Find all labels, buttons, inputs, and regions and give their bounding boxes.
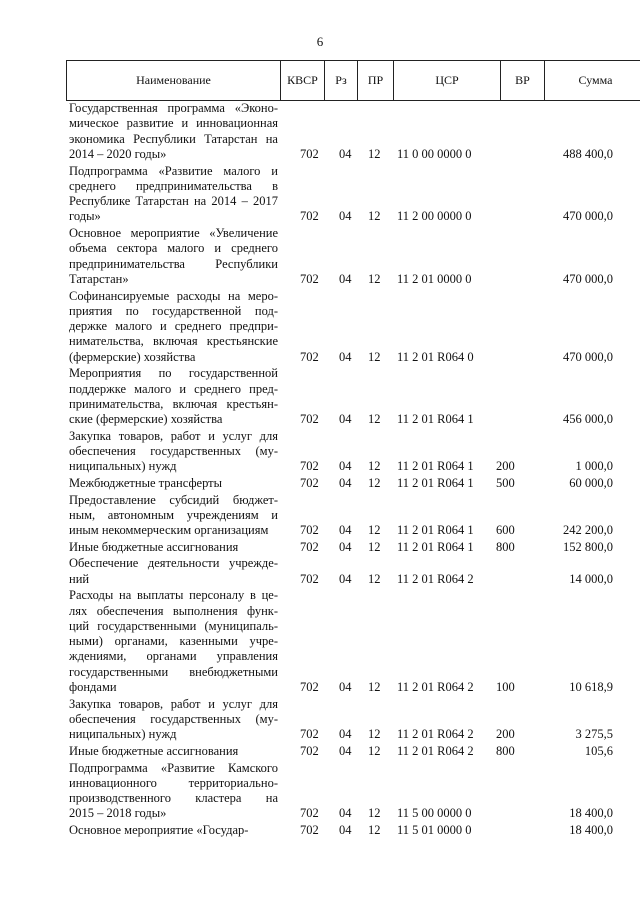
row-name-line: Предоставление субсидий бюджет-: [69, 492, 278, 507]
cell-kvsr: 702: [300, 476, 319, 490]
cell-sum: 14 000,0: [569, 571, 613, 586]
cell-kvsr: 702: [300, 743, 319, 758]
row-name-line: Обеспечение деятельности учрежде-: [69, 556, 278, 571]
cell-csr: 11 2 01 R064 1: [397, 539, 474, 554]
row-name: [69, 476, 278, 491]
row-name-line: Закупка товаров, работ и услуг для: [69, 428, 278, 443]
table-row: [0, 226, 640, 287]
table-row: [0, 697, 640, 743]
row-name: [69, 226, 278, 287]
cell-csr: 11 2 00 0000 0: [397, 209, 472, 224]
row-name: [69, 101, 278, 162]
row-name-line: государственными внебюджетными: [69, 664, 278, 679]
table-row: [0, 588, 640, 695]
header-vr: ВР: [501, 61, 545, 100]
row-name-line: Основное мероприятие «Государ-: [69, 823, 249, 837]
cell-sum: 488 400,0: [563, 146, 613, 161]
table-row: [0, 164, 640, 225]
cell-pr: 12: [368, 539, 381, 554]
cell-sum: 152 800,0: [563, 539, 613, 554]
cell-csr: 11 2 01 R064 1: [397, 459, 474, 474]
header-name: Наименование: [67, 61, 281, 100]
row-name-line: Межбюджетные трансферты: [69, 476, 223, 490]
cell-sum: 1 000,0: [575, 459, 613, 474]
header-csr: ЦСР: [394, 61, 501, 100]
cell-pr: 12: [368, 523, 381, 538]
table-row: [0, 366, 640, 427]
cell-sum: 470 000,0: [563, 349, 613, 364]
row-name-line: принимательства, включая крестьян-: [69, 396, 278, 411]
row-name-line: нимательства, включая крестьянские: [69, 334, 278, 349]
row-name: [69, 289, 278, 365]
row-name-line: ний: [69, 571, 90, 586]
row-name: [69, 588, 278, 695]
cell-pr: 12: [368, 806, 381, 821]
cell-pr: 12: [368, 476, 381, 490]
row-name-line: Софинансируемые расходы на меро-: [69, 288, 278, 303]
cell-sum: 10 618,9: [569, 680, 613, 695]
cell-pr: 12: [368, 349, 381, 364]
row-name: [69, 697, 278, 743]
row-name-line: Расходы на выплаты персоналу в це-: [69, 588, 278, 603]
cell-csr: 11 2 01 R064 1: [397, 523, 474, 538]
cell-rz: 04: [339, 146, 352, 161]
table-row: [0, 823, 640, 838]
cell-sum: 105,6: [584, 743, 613, 758]
row-name-line: мическое развитие и инновационная: [69, 116, 278, 131]
cell-rz: 04: [339, 476, 352, 490]
cell-rz: 04: [339, 539, 352, 554]
cell-sum: 3 275,5: [575, 727, 613, 742]
table-row: [0, 101, 640, 162]
row-name-line: Закупка товаров, работ и услуг для: [69, 696, 278, 711]
row-name-line: Подпрограмма «Развитие малого и: [69, 163, 278, 178]
cell-kvsr: 702: [300, 523, 319, 538]
table-row: [0, 744, 640, 759]
cell-pr: 12: [368, 727, 381, 742]
cell-rz: 04: [339, 349, 352, 364]
row-name-line: Подпрограмма «Развитие Камского: [69, 760, 278, 775]
cell-pr: 12: [368, 271, 381, 286]
cell-pr: 12: [368, 459, 381, 474]
table-header: [66, 60, 640, 101]
cell-sum: 470 000,0: [563, 209, 613, 224]
cell-csr: 11 2 01 R064 2: [397, 571, 474, 586]
row-name: [69, 761, 278, 822]
row-name-line: объема сектора малого и среднего: [69, 241, 278, 256]
cell-vr: 500: [496, 476, 515, 490]
row-name-line: предпринимательства Республики: [69, 256, 278, 271]
row-name-line: ными) органами, казенными учре-: [69, 634, 278, 649]
cell-pr: 12: [368, 209, 381, 224]
cell-pr: 12: [368, 571, 381, 586]
cell-rz: 04: [339, 209, 352, 224]
row-name-line: Мероприятия по государственной: [69, 366, 278, 381]
row-name-line: Государственная программа «Эконо-: [69, 101, 278, 115]
cell-csr: 11 2 01 R064 1: [397, 412, 474, 427]
cell-kvsr: 702: [300, 349, 319, 364]
cell-csr: 11 2 01 R064 2: [397, 680, 474, 695]
header-sum: Сумма: [578, 73, 613, 87]
row-name-line: ций государственными (муниципаль-: [69, 618, 278, 633]
row-name-line: обеспечения государственных (му-: [69, 711, 278, 726]
cell-kvsr: 702: [300, 539, 319, 554]
cell-kvsr: 702: [300, 727, 319, 742]
cell-kvsr: 702: [300, 146, 319, 161]
cell-rz: 04: [339, 523, 352, 538]
row-name-line: поддержке малого и среднего пред-: [69, 381, 278, 396]
cell-sum: 470 000,0: [563, 271, 613, 286]
row-name-line: ждениями, органами управления: [69, 649, 278, 664]
cell-rz: 04: [339, 823, 352, 837]
header-rz: Рз: [325, 61, 358, 100]
row-name-line: фондами: [69, 680, 117, 695]
cell-pr: 12: [368, 146, 381, 161]
table-row: [0, 556, 640, 587]
cell-kvsr: 702: [300, 571, 319, 586]
cell-sum: 18 400,0: [569, 806, 613, 821]
row-name: [69, 556, 278, 587]
cell-rz: 04: [339, 743, 352, 758]
cell-csr: 11 2 01 R064 2: [397, 727, 474, 742]
cell-sum: 60 000,0: [569, 476, 613, 490]
cell-csr: 11 2 01 0000 0: [397, 271, 472, 286]
cell-rz: 04: [339, 412, 352, 427]
row-name: [69, 164, 278, 225]
cell-kvsr: 702: [300, 680, 319, 695]
row-name-line: 2015 – 2018 годы»: [69, 806, 167, 821]
table-row: [0, 289, 640, 366]
table-row: [0, 493, 640, 539]
cell-vr: 800: [496, 743, 515, 758]
row-name-line: Основное мероприятие «Увеличение: [69, 226, 278, 240]
row-name-line: иным некоммерческим организациям: [69, 523, 269, 538]
table-row: [0, 761, 640, 822]
row-name-line: ным, автономным учреждениям и: [69, 507, 278, 522]
cell-pr: 12: [368, 412, 381, 427]
row-name-line: обеспечения государственных (му-: [69, 444, 278, 459]
cell-csr: 11 5 01 0000 0: [397, 823, 472, 837]
cell-csr: 11 0 00 0000 0: [397, 146, 472, 161]
cell-csr: 11 2 01 R064 0: [397, 349, 474, 364]
cell-kvsr: 702: [300, 806, 319, 821]
cell-rz: 04: [339, 571, 352, 586]
cell-vr: 200: [496, 727, 515, 742]
row-name: [69, 823, 278, 838]
cell-rz: 04: [339, 727, 352, 742]
row-name-line: (фермерские) хозяйства: [69, 349, 196, 364]
cell-csr: 11 2 01 R064 2: [397, 743, 474, 758]
cell-vr: 200: [496, 459, 515, 474]
cell-rz: 04: [339, 459, 352, 474]
cell-pr: 12: [368, 680, 381, 695]
row-name-line: Иные бюджетные ассигнования: [69, 743, 239, 758]
cell-vr: 800: [496, 539, 515, 554]
row-name: [69, 429, 278, 475]
cell-sum: 456 000,0: [563, 412, 613, 427]
cell-kvsr: 702: [300, 823, 319, 837]
row-name-line: экономика Республики Татарстан на: [69, 131, 278, 146]
header-pr: ПР: [358, 61, 394, 100]
table-row: [0, 476, 640, 491]
row-name-line: производственного кластера на: [69, 791, 278, 806]
row-name-line: ниципальных) нужд: [69, 459, 177, 474]
cell-rz: 04: [339, 806, 352, 821]
row-name: [69, 493, 278, 539]
table-row: [0, 429, 640, 475]
row-name-line: приятия по государственной под-: [69, 303, 278, 318]
row-name-line: Республике Татарстан на 2014 – 2017: [69, 194, 278, 209]
table-row: [0, 540, 640, 555]
cell-kvsr: 702: [300, 412, 319, 427]
cell-kvsr: 702: [300, 271, 319, 286]
cell-sum: 18 400,0: [569, 823, 613, 837]
cell-csr: 11 2 01 R064 1: [397, 476, 474, 490]
row-name: [69, 366, 278, 427]
row-name-line: 2014 – 2020 годы»: [69, 146, 167, 161]
row-name-line: ниципальных) нужд: [69, 727, 177, 742]
cell-csr: 11 5 00 0000 0: [397, 806, 472, 821]
row-name-line: держке малого и среднего предпри-: [69, 319, 278, 334]
cell-vr: 100: [496, 680, 515, 695]
page-number: 6: [316, 34, 324, 49]
row-name: [69, 744, 278, 759]
row-name-line: лях обеспечения выполнения функ-: [69, 603, 278, 618]
cell-sum: 242 200,0: [563, 523, 613, 538]
row-name-line: ские (фермерские) хозяйства: [69, 412, 223, 427]
cell-vr: 600: [496, 523, 515, 538]
row-name: [69, 540, 278, 555]
cell-rz: 04: [339, 271, 352, 286]
row-name-line: Татарстан»: [69, 271, 129, 286]
row-name-line: инновационного территориально-: [69, 775, 278, 790]
cell-pr: 12: [368, 823, 381, 837]
cell-kvsr: 702: [300, 209, 319, 224]
cell-rz: 04: [339, 680, 352, 695]
header-kvsr: КВСР: [281, 61, 325, 100]
row-name-line: Иные бюджетные ассигнования: [69, 539, 239, 554]
row-name-line: среднего предпринимательства в: [69, 178, 278, 193]
cell-kvsr: 702: [300, 459, 319, 474]
cell-pr: 12: [368, 743, 381, 758]
row-name-line: годы»: [69, 209, 101, 224]
